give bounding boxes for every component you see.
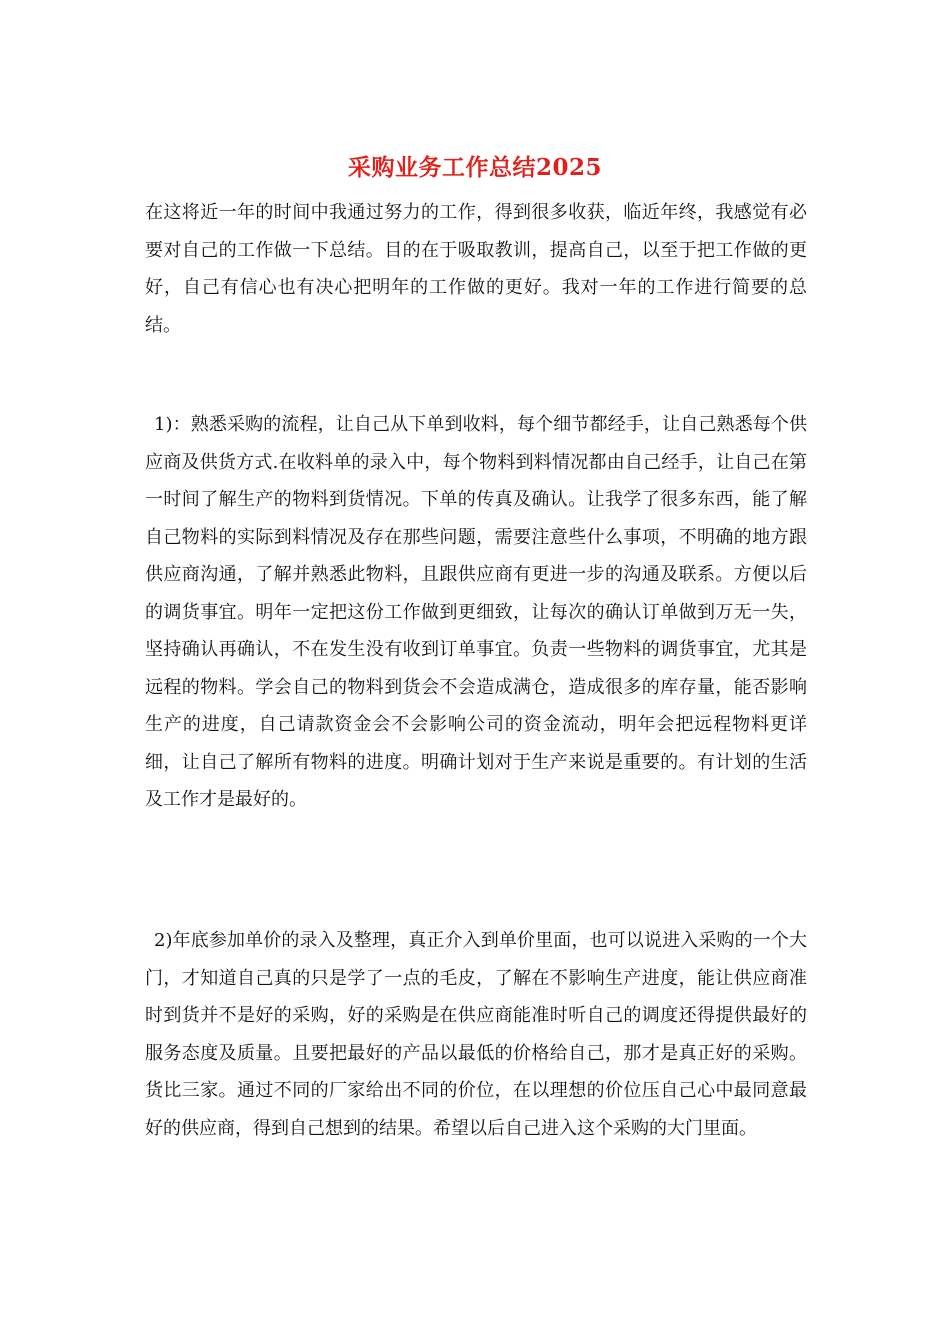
- paragraph-point-2: 2)年底参加单价的录入及整理，真正介入到单价里面，也可以说进入采购的一个大门，才知道自己真的只是学了一点的毛皮，了解在不影响生产进度，能让供应商准时到货并不是好的采购，好的采购是在供应商能准时听自己的调度还得提供最好的服务态度及质量。且要把最好的产品以最低的价格给自己，那才是真正好的采购。货比三家。通过不同的厂家给出不同的价位，在以理想的价位压自己心中最同意最好的供应商，得到自己想到的结果。希望以后自己进入这个采购的大门里面。: [145, 930, 807, 1139]
- paragraph-point-1: 1)：熟悉采购的流程，让自己从下单到收料，每个细节都经手，让自己熟悉每个供应商及供货方式.在收料单的录入中，每个物料到料情况都由自己经手，让自己在第一时间了解生产的物料到货情况。下单的传真及确认。让我学了很多东西，能了解自己物料的实际到料情况及存在那些问题，需要注意些什么事项，不明确的地方跟供应商沟通，了解并熟悉此物料，且跟供应商有更进一步的沟通及联系。方便以后的调货事宜。明年一定把这份工作做到更细致，让每次的确认订单做到万无一失，坚持确认再确认，不在发生没有收到订单事宜。负责一些物料的调货事宜，尤其是远程的物料。学会自己的物料到货会不会造成满仓，造成很多的库存量，能否影响生产的进度，自己请款资金会不会影响公司的资金流动，明年会把远程物料更详细，让自己了解所有物料的进度。明确计划对于生产来说是重要的。有计划的生活及工作才是最好的。: [145, 414, 807, 810]
- document-title: 采购业务工作总结2025: [347, 154, 602, 181]
- paragraph-intro: 在这将近一年的时间中我通过努力的工作，得到很多收获，临近年终，我感觉有必要对自己的工作做一下总结。目的在于吸取教训，提高自己，以至于把工作做的更好，自己有信心也有决心把明年的工作做的更好。我对一年的工作进行简要的总结。: [145, 202, 807, 336]
